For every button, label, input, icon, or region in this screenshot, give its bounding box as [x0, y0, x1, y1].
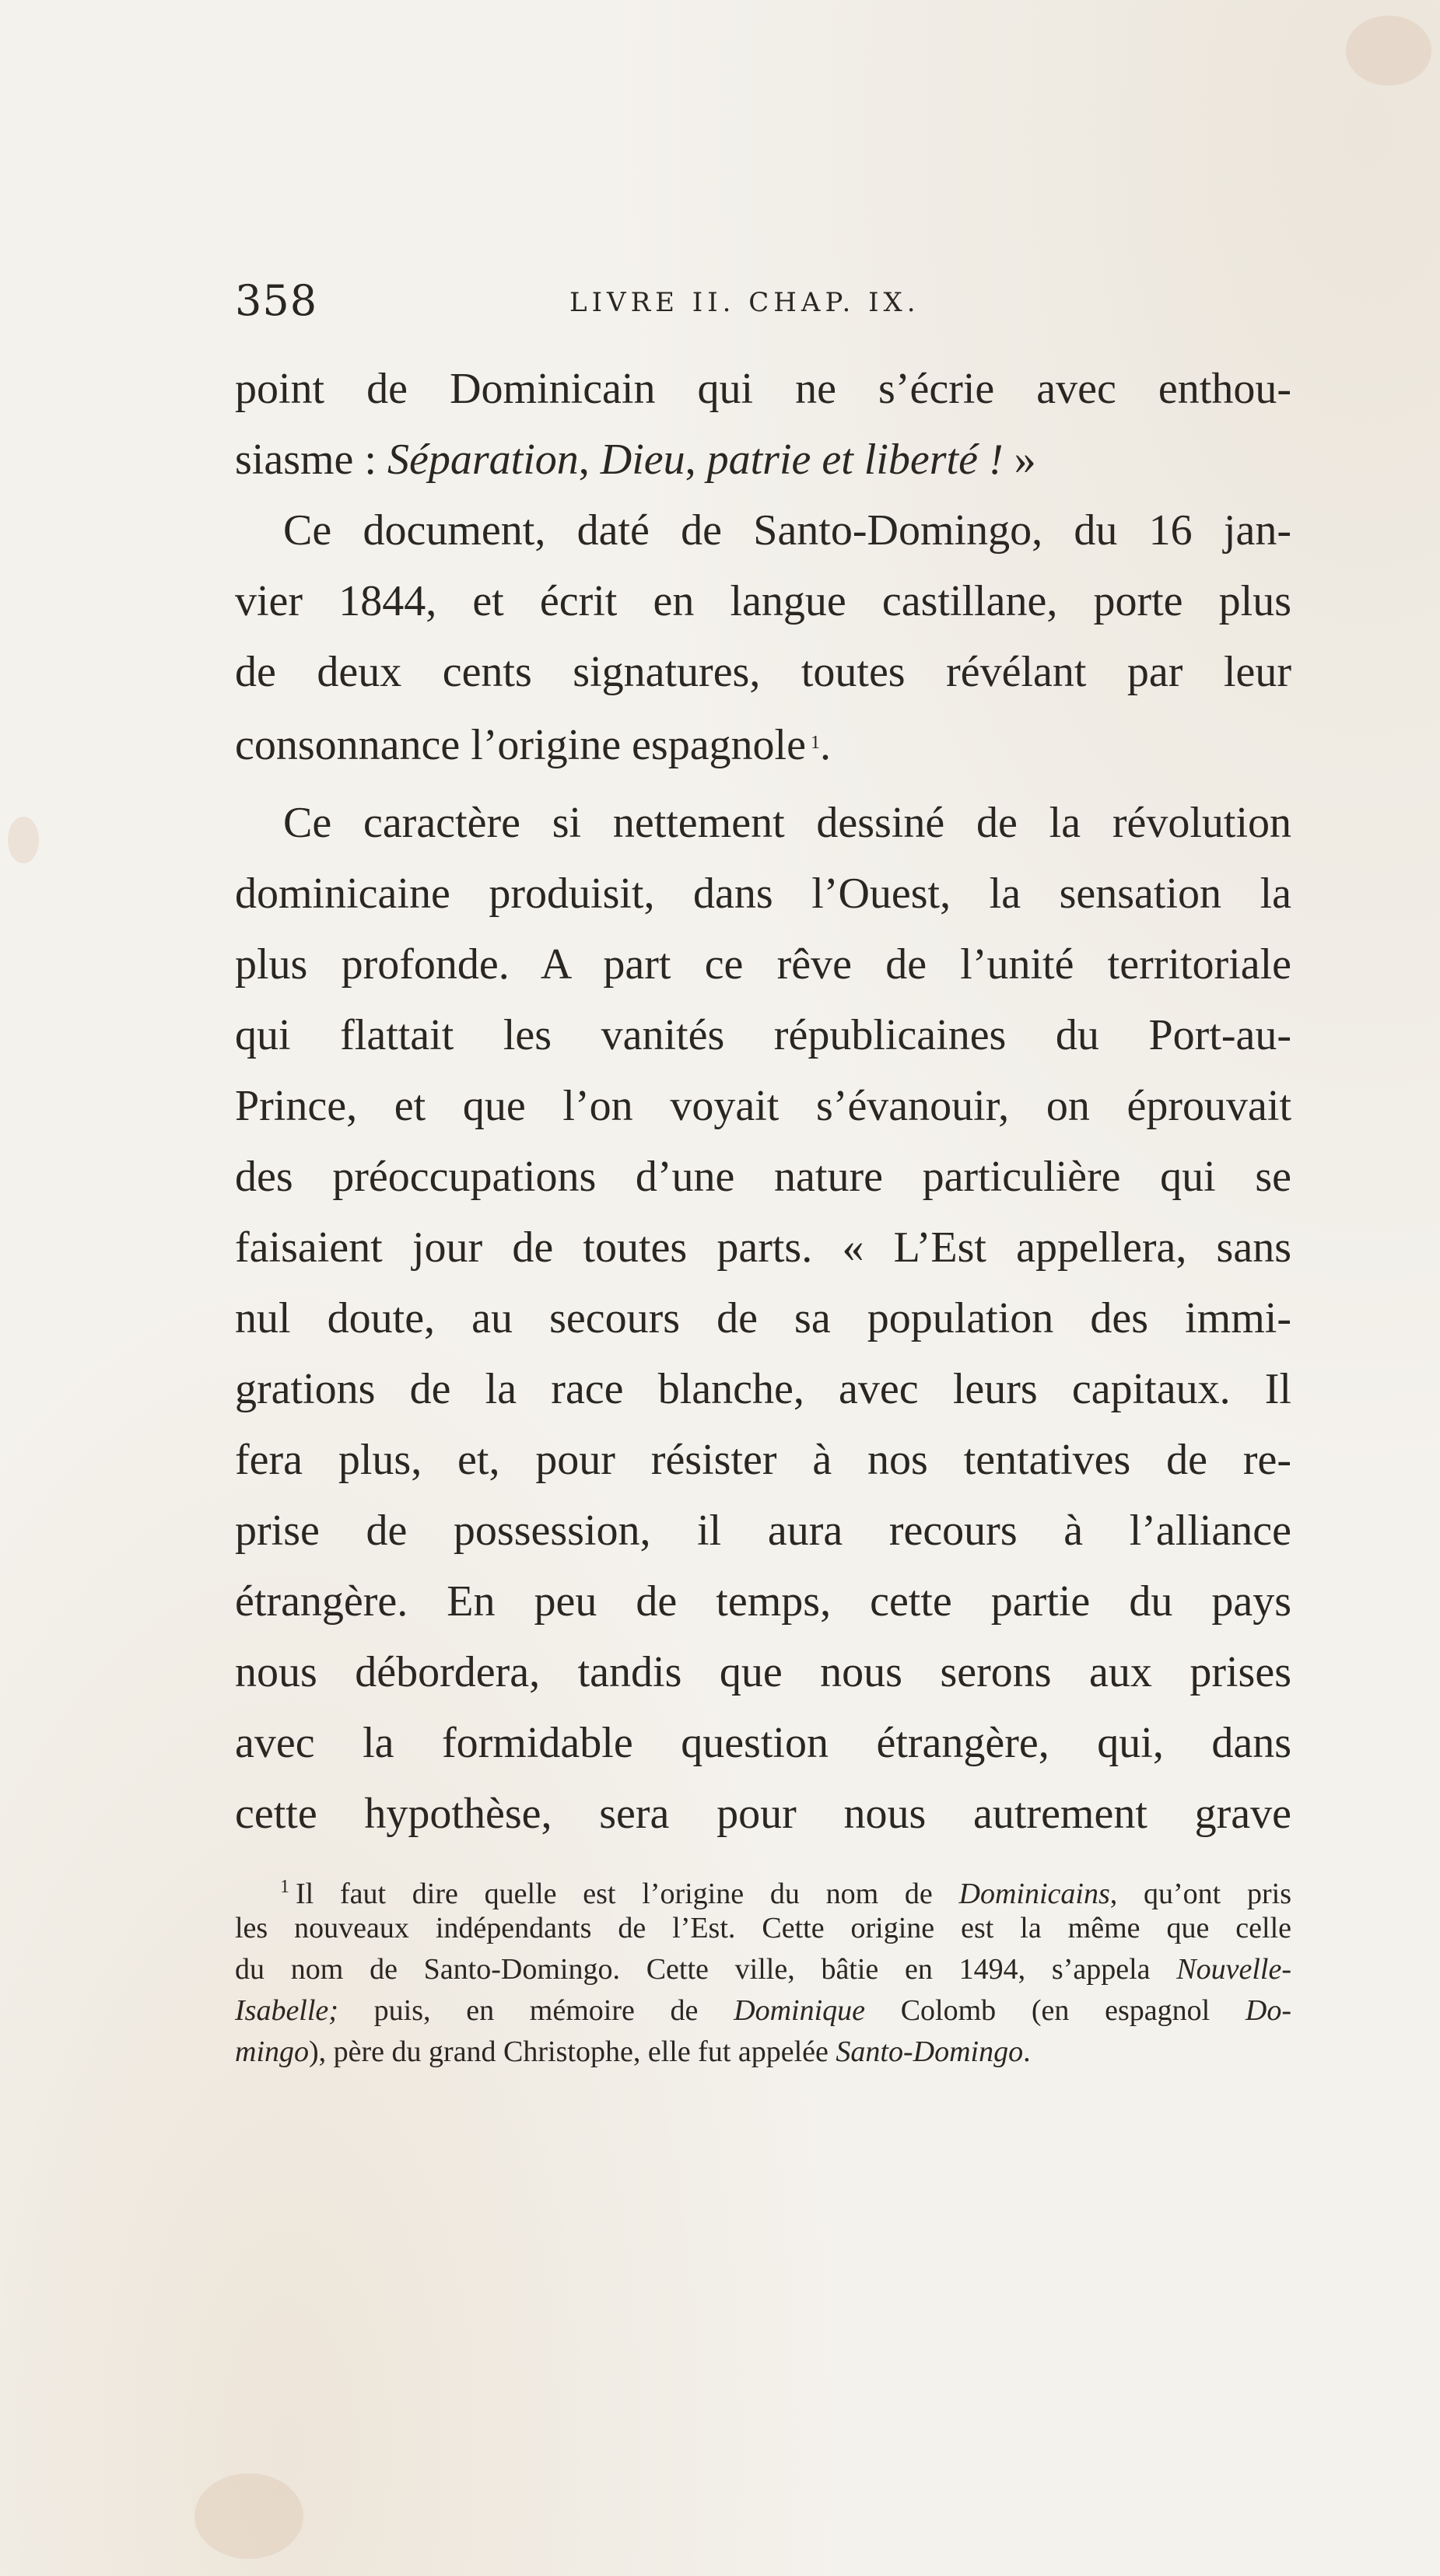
text-line: qui flattait les vanités républicaines du Port-au-: [235, 1011, 1291, 1059]
page-number: 358: [235, 276, 318, 325]
text-fragment: ,: [578, 436, 601, 484]
italic-text: Dominique: [734, 1994, 865, 2027]
footnote-line: [235, 2032, 1291, 2073]
text-fragment: Colomb (en espagnol: [865, 1994, 1211, 2027]
text-line: Ce document, daté de Santo-Domingo, du 16 jan-: [283, 506, 1291, 555]
paper-stain: [1346, 16, 1431, 86]
footnote-block: [235, 1867, 1291, 2073]
footnote-line: les nouveaux indépendants de l’Est. Cette origine est la même que celle: [235, 1912, 1291, 1944]
text-line: faisaient jour de toutes parts. « L’Est appellera, sans: [235, 1223, 1291, 1272]
text-fragment: »: [1003, 436, 1036, 484]
text-fragment: siasme :: [235, 436, 387, 484]
running-head: LIVRE II. CHAP. IX.: [569, 287, 920, 318]
text-line: grations de la race blanche, avec leurs capitaux. Il: [235, 1365, 1291, 1413]
text-line: étrangère. En peu de temps, cette partie du pays: [235, 1577, 1291, 1626]
text-line: cette hypothèse, sera pour nous autrement grave: [235, 1790, 1291, 1838]
paper-stain: [8, 817, 39, 863]
text-line: de deux cents signatures, toutes révélant par leur: [235, 648, 1291, 696]
footnote-line: [235, 1990, 1291, 2032]
italic-text: Dieu: [600, 436, 685, 484]
paper-stain: [194, 2473, 303, 2559]
footnote-reference: 1: [810, 733, 820, 753]
italic-text: patrie et liberté !: [706, 436, 1004, 484]
text-line: Ce caractère si nettement dessiné de la révolution: [283, 799, 1291, 847]
italic-text: mingo: [235, 2035, 309, 2068]
paragraph-gap: [235, 779, 1291, 788]
page-header: [235, 276, 1293, 338]
footnote-marker: 1: [280, 1877, 289, 1897]
text-line: des préoccupations d’une nature particulière qui se: [235, 1153, 1291, 1201]
italic-text: Séparation: [387, 436, 579, 484]
text-fragment: consonnance l’origine espagnole: [235, 721, 806, 769]
italic-text: Dominicains: [958, 1878, 1110, 1910]
text-line: Prince, et que l’on voyait s’évanouir, on éprouvait: [235, 1082, 1291, 1130]
text-fragment: .: [819, 721, 831, 769]
text-line: plus profonde. A part ce rêve de l’unité territoriale: [235, 940, 1291, 989]
text-fragment: , qu’ont pris: [1109, 1878, 1291, 1910]
text-line: [235, 425, 1291, 495]
text-line: nous débordera, tandis que nous serons aux prises: [235, 1648, 1291, 1696]
text-fragment: ), père du grand Christophe, elle fut appelée: [309, 2035, 836, 2068]
text-fragment: puis, en mémoire de: [338, 1994, 734, 2027]
text-fragment: .: [1023, 2035, 1031, 2068]
text-line: nul doute, au secours de sa population des immi-: [235, 1294, 1291, 1342]
italic-text: Isabelle;: [235, 1994, 338, 2027]
text-line: dominicaine produisit, dans l’Ouest, la sensation la: [235, 870, 1291, 918]
text-line: vier 1844, et écrit en langue castillane, porte plus: [235, 577, 1291, 625]
text-line: [235, 708, 1291, 779]
italic-text: Do-: [1245, 1994, 1292, 2027]
text-line: prise de possession, il aura recours à l’alliance: [235, 1507, 1291, 1555]
main-text: [235, 354, 1291, 1850]
text-line: fera plus, et, pour résister à nos tentatives de re-: [235, 1436, 1291, 1484]
text-line: point de Dominicain qui ne s’écrie avec enthou-: [235, 365, 1291, 413]
text-fragment: Il faut dire quelle est l’origine du nom de: [296, 1878, 959, 1910]
footnote-line: [235, 1949, 1291, 1990]
text-line: avec la formidable question étrangère, qui, dans: [235, 1719, 1291, 1767]
italic-text: Nouvelle-: [1176, 1953, 1292, 1986]
text-fragment: ,: [685, 436, 707, 484]
text-fragment: du nom de Santo-Domingo. Cette ville, bâtie en 1494, s’appela: [235, 1953, 1151, 1986]
footnote-line: [235, 1867, 1291, 1908]
italic-text: Santo-Domingo: [836, 2035, 1024, 2068]
